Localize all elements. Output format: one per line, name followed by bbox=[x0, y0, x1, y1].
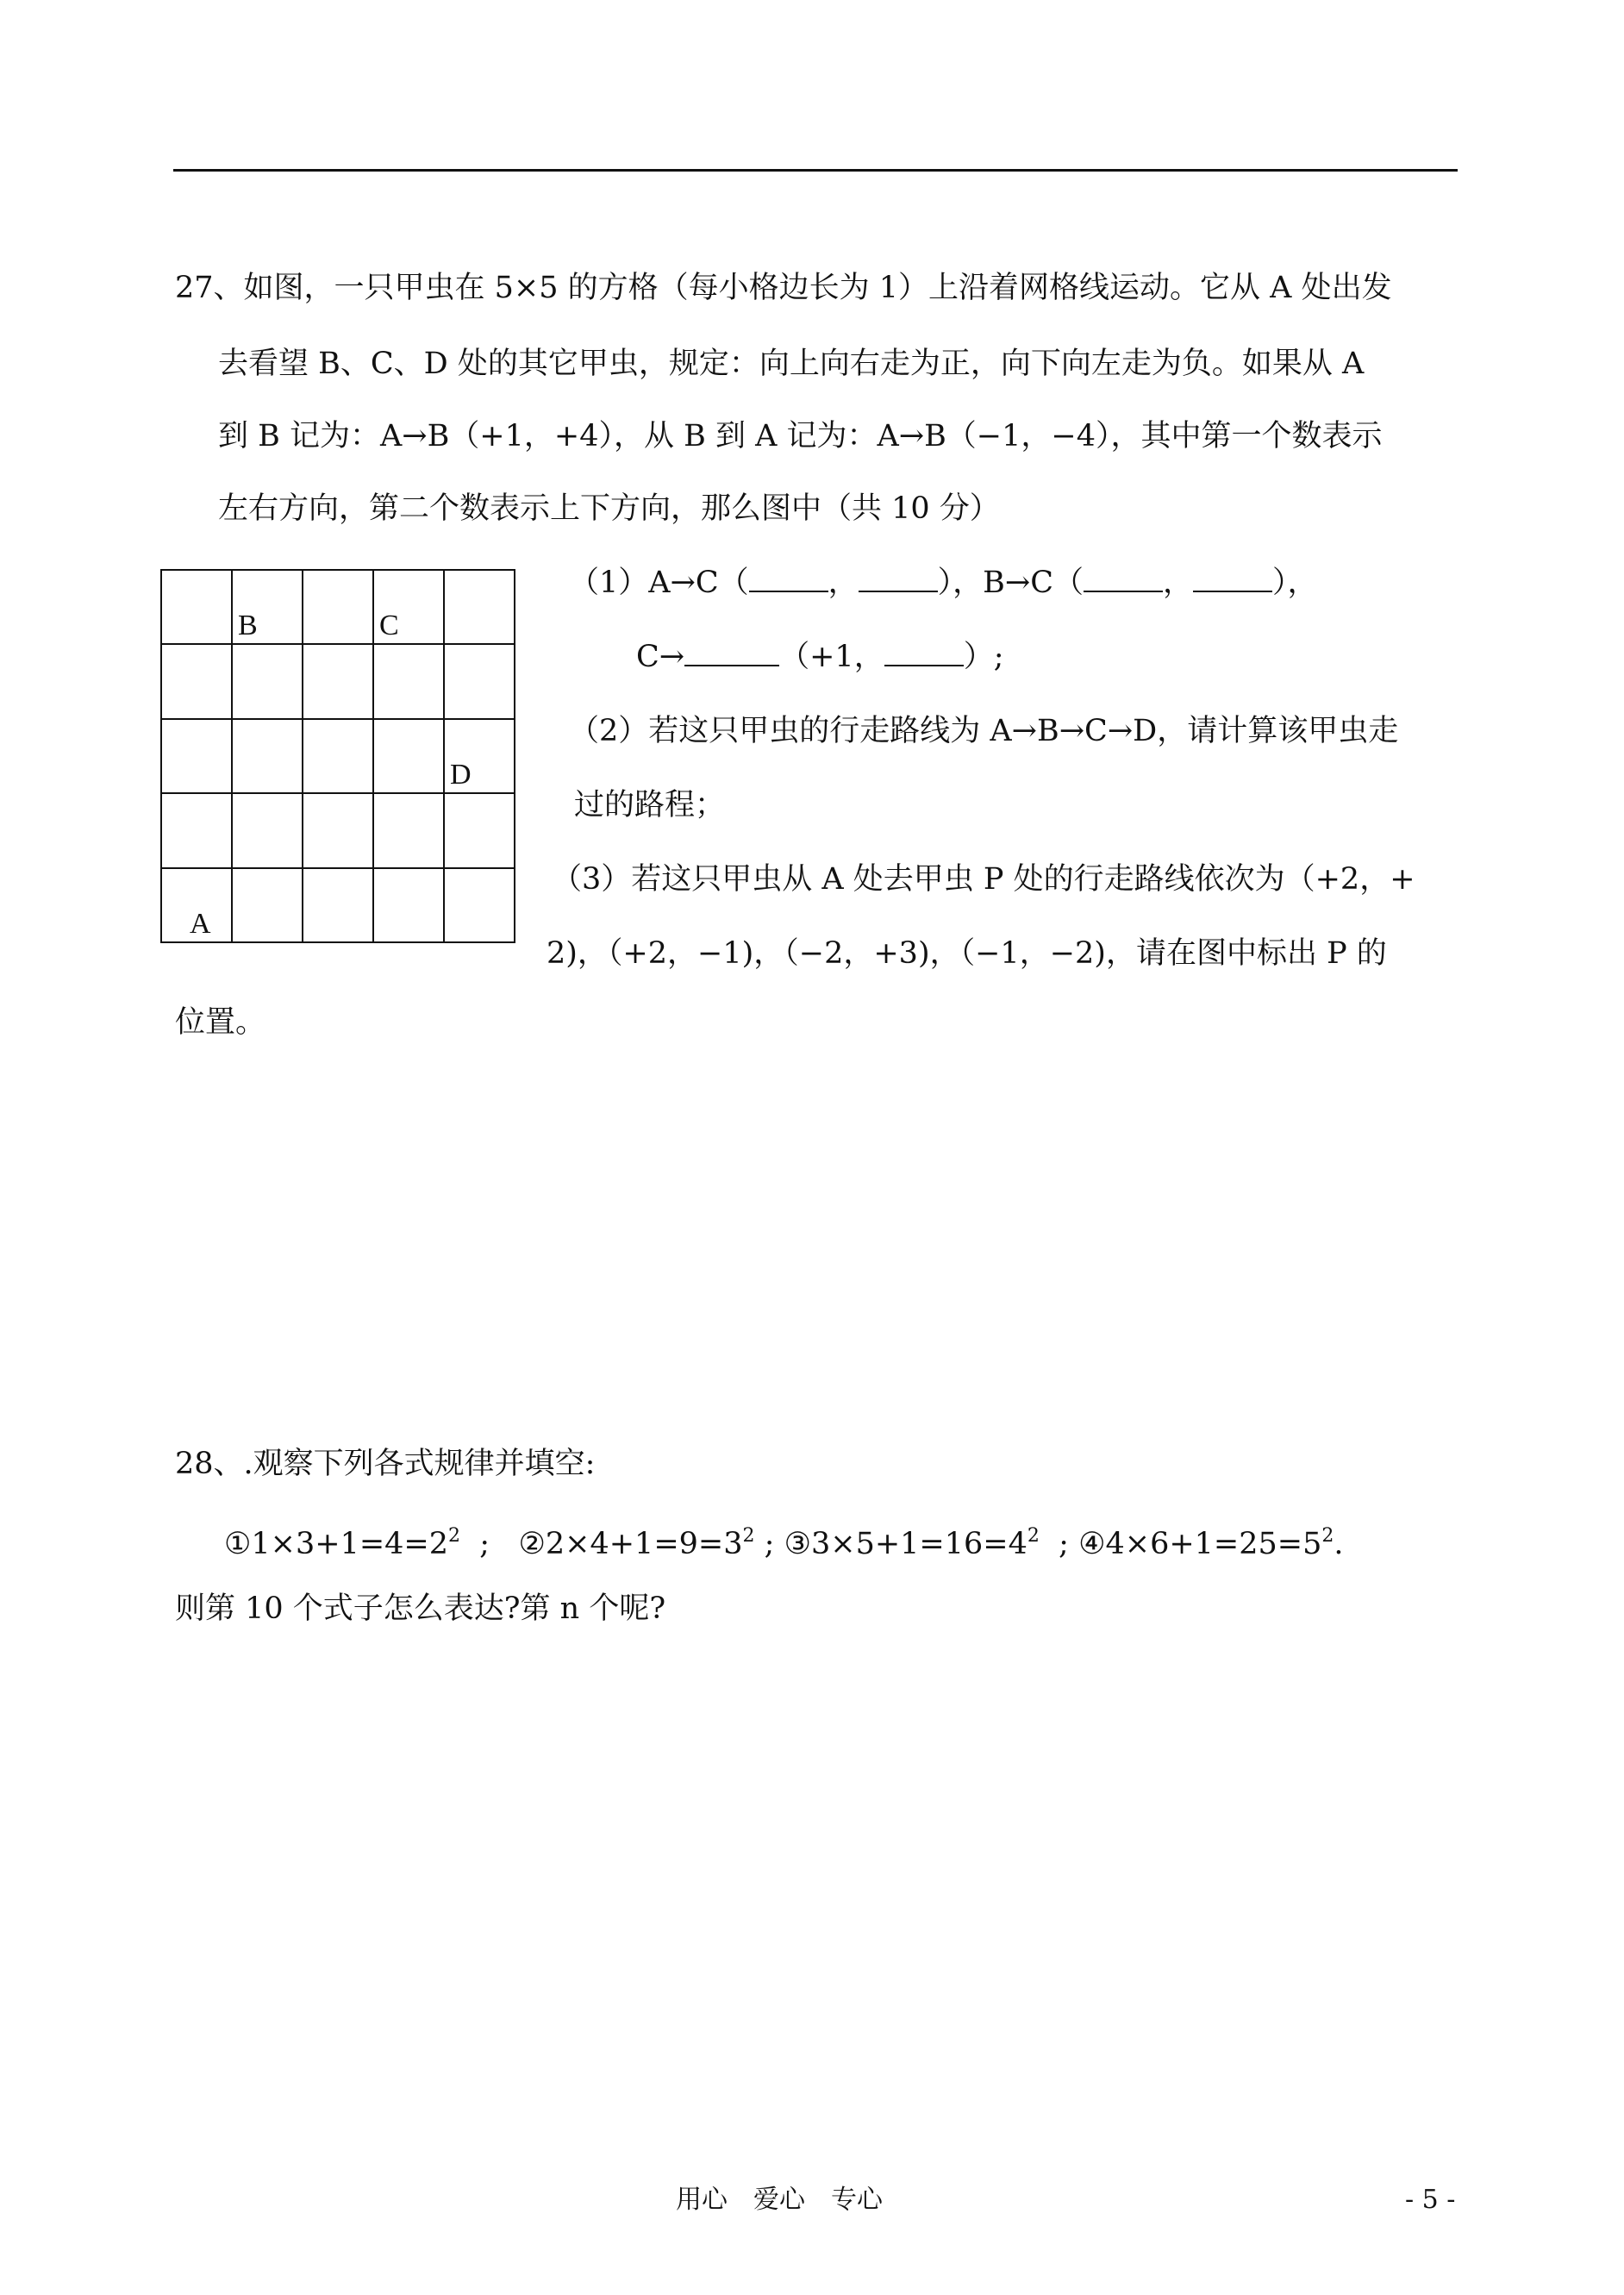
page-number: - 5 - bbox=[1405, 2185, 1456, 2215]
grid-cell bbox=[162, 869, 233, 943]
grid-cell bbox=[374, 571, 445, 645]
formula-4: ④4×6+1=25=5 bbox=[1078, 1527, 1322, 1561]
comma: ， bbox=[828, 566, 859, 600]
exponent: 2 bbox=[1321, 1525, 1334, 1547]
q27-line1: 27、如图，一只甲虫在 5×5 的方格（每小格边长为 1）上沿着网格线运动。它从 A 处出发 bbox=[175, 271, 1392, 305]
exponent: 2 bbox=[448, 1525, 461, 1547]
q27-part3-line2: 2)，（+2，−1)，（−2，+3)，（−1，−2)，请在图中标出 P 的 bbox=[547, 936, 1387, 971]
grid-cell bbox=[303, 869, 374, 943]
grid-cell bbox=[445, 720, 515, 794]
q27-line3: 到 B 记为：A→B（+1，+4），从 B 到 A 记为：A→B（−1，−4），其中第一个数表示 bbox=[218, 419, 1383, 453]
grid-cell bbox=[233, 720, 303, 794]
part1-end: ）， bbox=[1272, 566, 1318, 600]
q28-line3: 则第 10 个式子怎么表达?第 n 个呢? bbox=[175, 1591, 666, 1626]
q27-part1-line2 bbox=[636, 638, 1004, 676]
answer-blank[interactable] bbox=[884, 639, 964, 666]
grid-cell bbox=[374, 645, 445, 719]
formula-3: ③3×5+1=16=4 bbox=[784, 1527, 1027, 1561]
formula-2: ②2×4+1=9=3 bbox=[518, 1527, 743, 1561]
answer-blank[interactable] bbox=[749, 565, 828, 592]
grid-cell bbox=[374, 720, 445, 794]
exponent: 2 bbox=[742, 1525, 755, 1547]
answer-blank[interactable] bbox=[859, 565, 938, 592]
q27-part2-line1: （2）若这只甲虫的行走路线为 A→B→C→D，请计算该甲虫走 bbox=[569, 714, 1399, 748]
grid-cell bbox=[233, 794, 303, 868]
grid-cell bbox=[233, 645, 303, 719]
grid-cell bbox=[162, 720, 233, 794]
grid-cell bbox=[445, 571, 515, 645]
answer-blank[interactable] bbox=[1193, 565, 1272, 592]
q27-part3-line1: （3）若这只甲虫从 A 处去甲虫 P 处的行走路线依次为（+2，+ bbox=[552, 862, 1415, 897]
q27-line2: 去看望 B、C、D 处的其它甲虫，规定：向上向右走为正，向下向左走为负。如果从 A bbox=[218, 347, 1365, 381]
grid-cell bbox=[445, 869, 515, 943]
separator: ; bbox=[1059, 1527, 1069, 1561]
grid-cell bbox=[445, 645, 515, 719]
part1-b-end: ）; bbox=[963, 640, 1004, 674]
grid-cell bbox=[303, 645, 374, 719]
header-rule bbox=[173, 169, 1458, 172]
answer-blank[interactable] bbox=[1084, 565, 1163, 592]
part1-mid: ），B→C（ bbox=[937, 566, 1084, 600]
grid-label-d: D bbox=[450, 759, 472, 791]
formula-1: ①1×3+1=4=2 bbox=[224, 1527, 449, 1561]
q28-line1: 28、.观察下列各式规律并填空: bbox=[175, 1447, 596, 1481]
grid-cell bbox=[303, 720, 374, 794]
q27-part1-line1 bbox=[569, 564, 1318, 602]
exponent: 2 bbox=[1027, 1525, 1040, 1547]
grid-label-a: A bbox=[190, 908, 211, 940]
part1-prefix: （1）A→C（ bbox=[569, 566, 749, 600]
grid-cell bbox=[233, 571, 303, 645]
grid-cell bbox=[303, 571, 374, 645]
grid-cell bbox=[162, 645, 233, 719]
period: . bbox=[1334, 1527, 1344, 1561]
grid-cell bbox=[162, 794, 233, 868]
q27-part3-line3: 位置。 bbox=[175, 1005, 266, 1040]
q27-part2-line2: 过的路程； bbox=[574, 788, 726, 822]
q28-formulas bbox=[224, 1517, 1344, 1563]
separator: ; bbox=[764, 1527, 775, 1561]
answer-blank[interactable] bbox=[684, 639, 779, 666]
part1-b-prefix: C→ bbox=[636, 640, 685, 674]
grid-cell bbox=[374, 794, 445, 868]
part1-b-mid: （+1， bbox=[779, 640, 884, 674]
grid-cell bbox=[445, 794, 515, 868]
beetle-grid bbox=[160, 569, 515, 943]
grid-label-c: C bbox=[379, 610, 399, 642]
footer-motto: 用心 爱心 专心 bbox=[676, 2185, 883, 2215]
grid-cell bbox=[162, 571, 233, 645]
grid-cell bbox=[374, 869, 445, 943]
grid-cell bbox=[233, 869, 303, 943]
q27-line4: 左右方向，第二个数表示上下方向，那么图中（共 10 分） bbox=[218, 491, 1000, 526]
comma: ， bbox=[1163, 566, 1194, 600]
separator: ; bbox=[479, 1527, 490, 1561]
grid-label-b: B bbox=[238, 610, 258, 642]
grid-cell bbox=[303, 794, 374, 868]
